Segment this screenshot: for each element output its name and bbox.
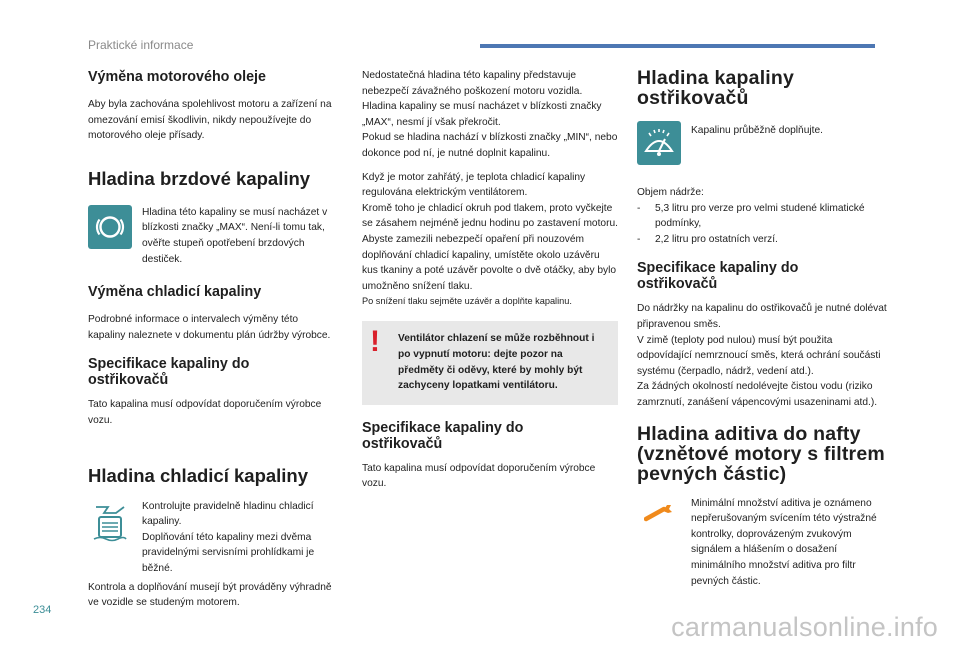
spec3-paragraph-2: V zimě (teploty pod nulou) musí být použita odpovídající nemrznoucí směs, která ochrání součásti systému (čerpadlo, nádrž, vedení atd.). [637, 334, 881, 377]
col2-paragraph-7: Po snížení tlaku sejměte uzávěr a doplňte kapalinu. [362, 296, 572, 307]
list-item: - 5,3 litru pro verze pro velmi studené klimatické podmínky, [637, 201, 889, 232]
spec3-paragraph-1: Do nádržky na kapalinu do ostřikovačů je nutné dolévat připravenou směs. [637, 303, 887, 330]
spec3-title-line2: ostřikovačů [637, 276, 718, 293]
oil-change-title: Výměna motorového oleje [88, 69, 266, 85]
spec1-title-line1: Specifikace kapaliny do [88, 356, 250, 373]
additive-title-line2: (vznětové motory s filtrem [637, 442, 885, 465]
coolant-text-2: Doplňování této kapaliny mezi dvěma pravidelnými servisními prohlídkami je běžné. [142, 531, 315, 574]
washer-level-title-line1: Hladina kapaliny [637, 67, 795, 89]
watermark: carmanualsonline.info [671, 612, 938, 642]
spec1-text: Tato kapalina musí odpovídat doporučením výrobce vozu. [88, 399, 322, 426]
coolant-level-icon [88, 501, 132, 545]
col2-paragraph-5: Kromě toho je chladicí okruh pod tlakem, proto vyčkejte se zásahem nejméně jednu hodinu po zastavení motoru. [362, 202, 618, 230]
column-3 [637, 68, 889, 589]
oil-change-text: Aby byla zachována spolehlivost motoru a zařízení na omezování emisí škodlivin, nikdy nepoužívejte do motorového oleje přísady. [88, 99, 332, 142]
additive-title-line1: Hladina aditiva do nafty [637, 422, 861, 445]
column-2 [362, 68, 618, 492]
fan-warning-box [362, 321, 618, 404]
fan-warning-text: Ventilátor chlazení se může rozběhnout i po vypnutí motoru: dejte pozor na předměty či oděvy, které by mohly být zachyceny lopatkami ventilátoru. [398, 333, 595, 392]
brake-fluid-text: Hladina této kapaliny se musí nacházet v blízkosti značky „MAX“. Není-li tomu tak, ověřte stupeň opotřebení brzdových destiček. [142, 206, 328, 265]
tank-volume-label: Objem nádrže: [637, 187, 704, 198]
col2-paragraph-1: Nedostatečná hladina této kapaliny představuje nebezpečí závažného poškození motoru vozidla. [362, 70, 583, 97]
coolant-level-row [88, 499, 338, 577]
header-title: Praktické informace [88, 38, 194, 52]
spec2-text: Tato kapalina musí odpovídat doporučením výrobce vozu. [362, 462, 596, 490]
col2-paragraph-4: Když je motor zahřátý, je teplota chladicí kapaliny regulována elektrickým ventilátorem. [362, 171, 586, 199]
tank-volume-list [637, 201, 889, 248]
column-1 [88, 68, 338, 611]
additive-title [637, 424, 889, 484]
list-item: - 2,2 litru pro ostatních verzí. [637, 232, 889, 248]
spec2-title-line1: Specifikace kapaliny do [362, 419, 524, 436]
spec3-paragraph-3: Za žádných okolností nedolévejte čistou vodu (riziko zamrznutí, zanášení vápencovými usazeninami atd.). [637, 381, 878, 408]
coolant-change-text: Podrobné informace o intervalech výměny této kapaliny naleznete v dokumentu plán údržby výrobce. [88, 314, 331, 341]
header-bar [480, 44, 875, 48]
col2-paragraph-6: Abyste zamezili nebezpečí opaření při nouzovém doplňování chladicí kapaliny, umístěte okolo uzávěru kus tkaniny a poté uzávěr povolte o dvě otáčky, aby bylo umožněno snížení tlaku. [362, 233, 617, 292]
washer-level-text: Kapalinu průběžně doplňujte. [691, 125, 823, 136]
page-number: 234 [33, 604, 52, 616]
additive-title-line3: pevných částic) [637, 462, 787, 485]
coolant-text-1: Kontrolujte pravidelně hladinu chladicí kapaliny. [142, 500, 314, 528]
spec1-title-line2: ostřikovačů [88, 372, 169, 389]
warning-exclamation-icon: ! [370, 325, 380, 359]
brake-fluid-row [88, 205, 338, 267]
spec3-title-line1: Specifikace kapaliny do [637, 260, 799, 277]
washer-fluid-icon [637, 121, 681, 165]
brake-warning-icon [88, 205, 132, 249]
brake-fluid-title: Hladina brzdové kapaliny [88, 167, 311, 189]
additive-text: Minimální množství aditiva je oznámeno nepřerušovaným svícením této výstražné kontrolky, doprovázeným zvukovým signálem a hlášením o dosažení minimálního množství aditiva pro filtr pevných částic. [691, 497, 877, 587]
col2-paragraph-2: Hladina kapaliny se musí nacházet v blízkosti značky „MAX“, nesmí jí však překročit. [362, 101, 602, 128]
additive-row [637, 496, 889, 590]
washer-level-title-line2: ostřikovačů [637, 87, 749, 109]
coolant-change-title: Výměna chladicí kapaliny [88, 284, 262, 301]
coolant-text-3: Kontrola a doplňování musejí být prováděny výhradně ve vozidle se studeným motorem. [88, 581, 332, 609]
coolant-level-title: Hladina chladicí kapaliny [88, 464, 309, 486]
wrench-icon [637, 498, 681, 528]
spec2-title-line2: ostřikovačů [362, 435, 443, 452]
col2-paragraph-3: Pokud se hladina nachází v blízkosti značky „MIN“, nebo dokonce pod ní, je nutné doplnit kapalinu. [362, 132, 618, 159]
washer-level-row [637, 121, 889, 165]
